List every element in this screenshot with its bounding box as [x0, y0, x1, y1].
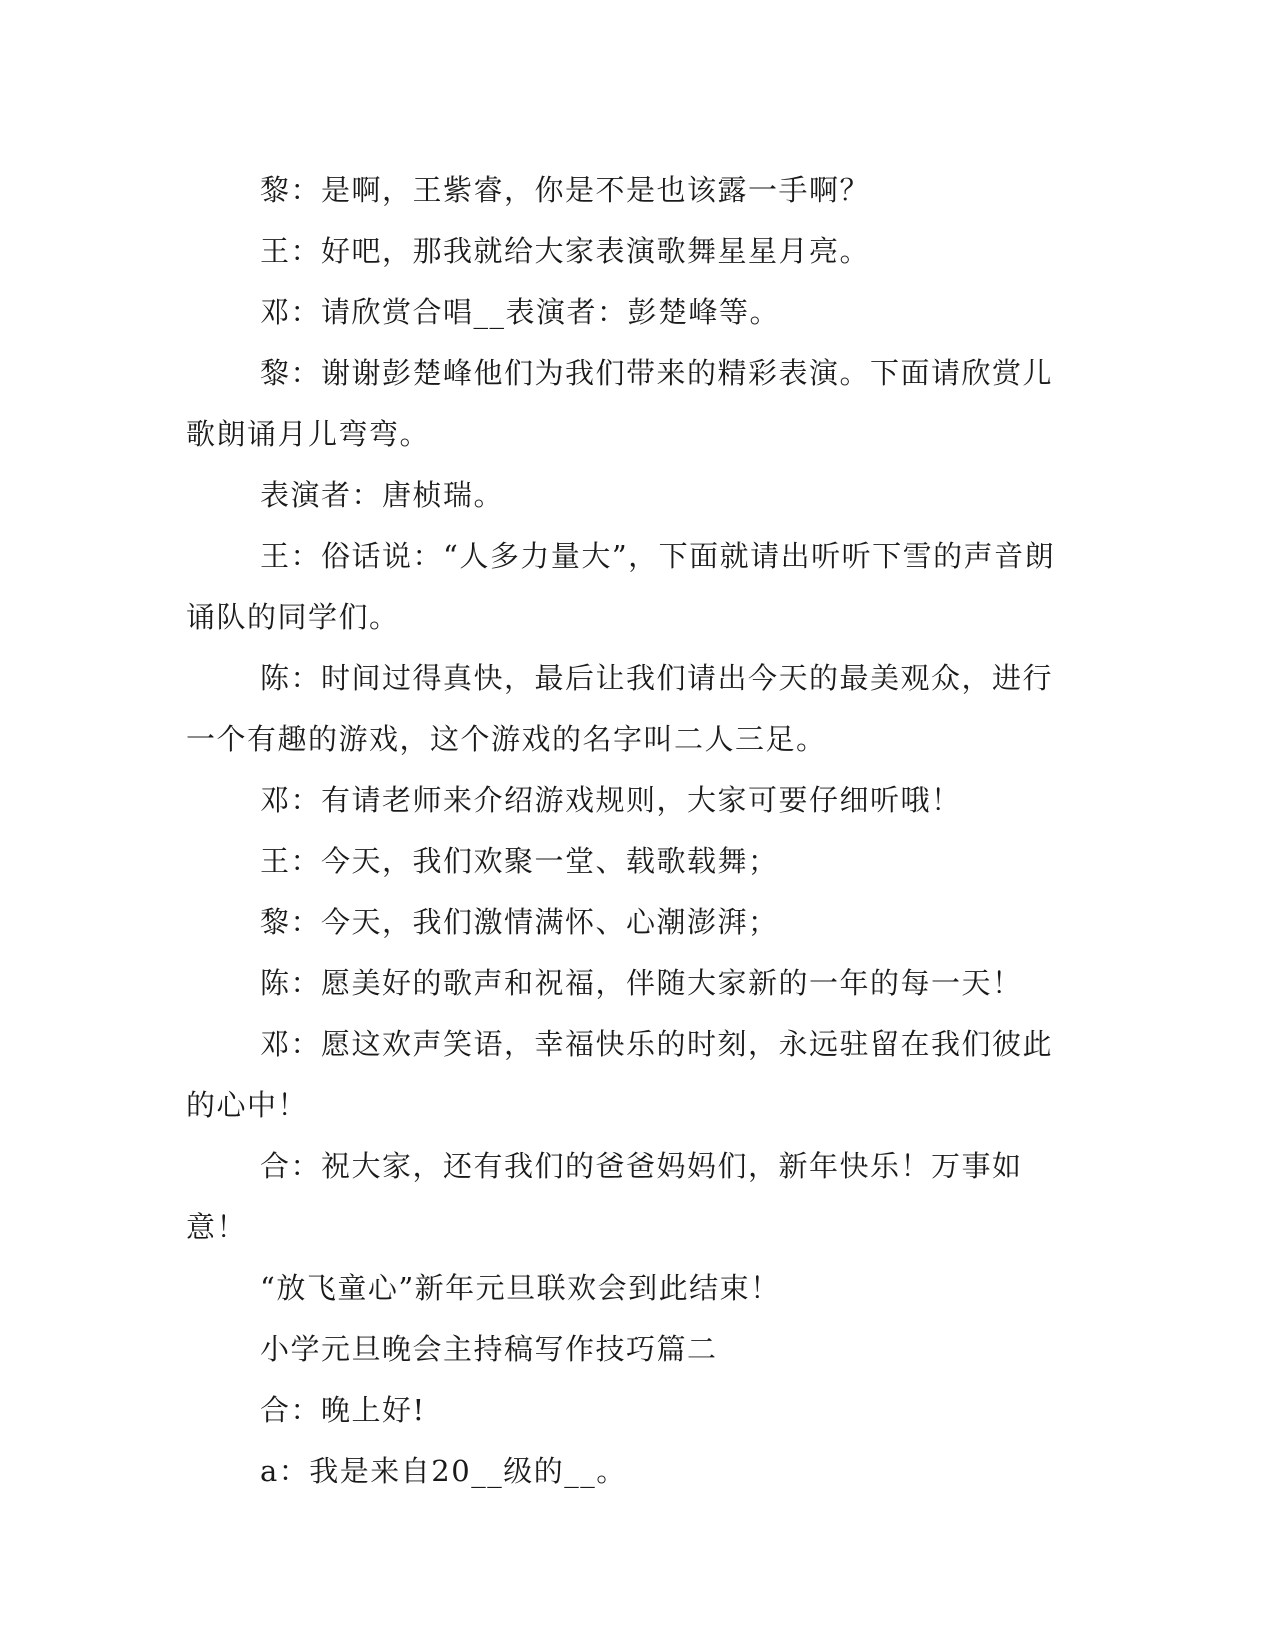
paragraph: 邓：请欣赏合唱__表演者：彭楚峰等。	[260, 295, 781, 329]
paragraph: 陈：愿美好的歌声和祝福，伴随大家新的一年的每一天！	[260, 966, 1023, 1000]
paragraph: 黎：今天，我们激情满怀、心潮澎湃；	[260, 905, 779, 939]
paragraph: 邓：有请老师来介绍游戏规则，大家可要仔细听哦！	[260, 783, 962, 817]
paragraph: 陈：时间过得真快，最后让我们请出今天的最美观众，进行一个有趣的游戏，这个游戏的名字叫二人三足。	[186, 661, 1054, 756]
paragraph: 王：俗话说：“人多力量大”，下面就请出听听下雪的声音朗诵队的同学们。	[186, 539, 1056, 634]
document-body	[186, 160, 1066, 1502]
paragraph: 邓：愿这欢声笑语，幸福快乐的时刻，永远驻留在我们彼此的心中！	[186, 1027, 1054, 1122]
paragraph: a：我是来自20__级的__。	[260, 1454, 627, 1488]
paragraph: “放飞童心”新年元旦联欢会到此结束！	[260, 1271, 781, 1305]
paragraph: 合：祝大家，还有我们的爸爸妈妈们，新年快乐！万事如意！	[186, 1149, 1023, 1244]
paragraph: 黎：是啊，王紫睿，你是不是也该露一手啊？	[260, 173, 871, 207]
paragraph: 合：晚上好!	[260, 1393, 426, 1427]
paragraph: 表演者：唐桢瑞。	[260, 478, 505, 512]
paragraph: 王：好吧，那我就给大家表演歌舞星星月亮。	[260, 234, 871, 268]
section-heading: 小学元旦晚会主持稿写作技巧篇二	[260, 1332, 718, 1366]
paragraph: 王：今天，我们欢聚一堂、载歌载舞；	[260, 844, 779, 878]
paragraph: 黎：谢谢彭楚峰他们为我们带来的精彩表演。下面请欣赏儿歌朗诵月儿弯弯。	[186, 356, 1054, 451]
